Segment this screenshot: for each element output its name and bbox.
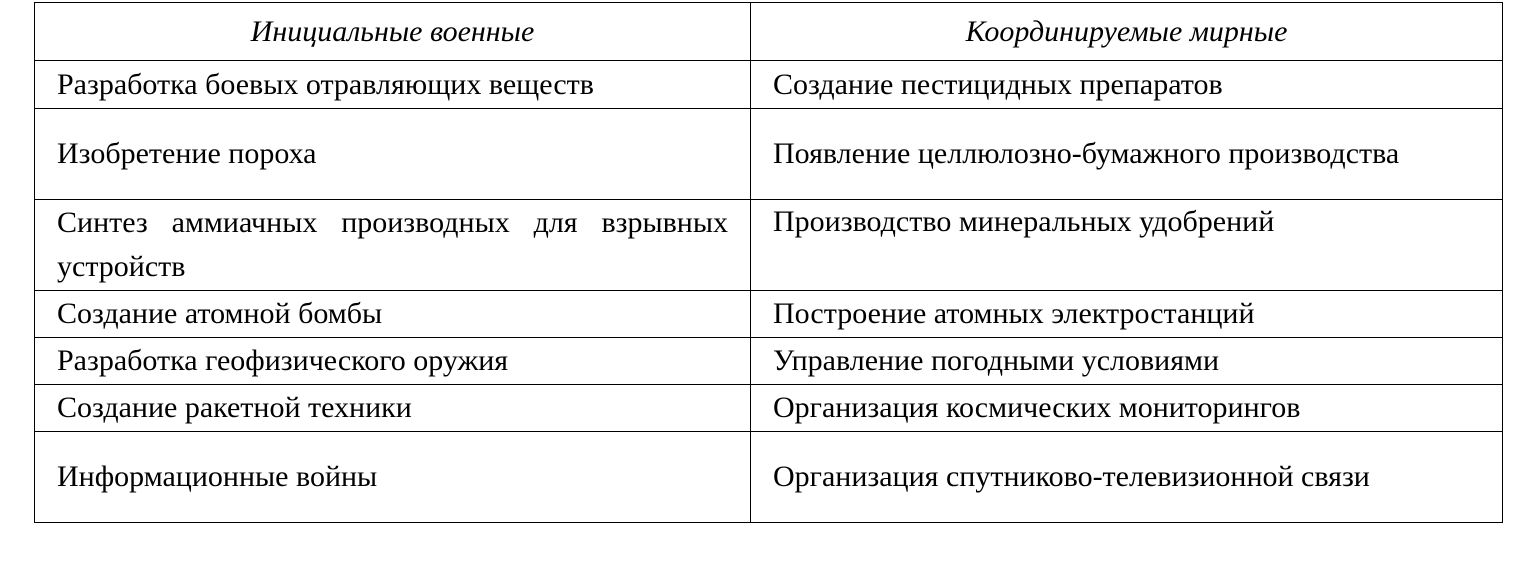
peaceful-cell: Построение атомных электростанций [751, 291, 1503, 338]
military-cell: Создание ракетной техники [35, 385, 751, 432]
table-row [35, 338, 1503, 385]
military-cell: Информационные войны [35, 432, 751, 523]
peaceful-cell: Управление погодными условиями [751, 338, 1503, 385]
military-cell: Разработка боевых отравляющих веществ [35, 61, 751, 109]
table-header-row [35, 3, 1503, 61]
table-row [35, 385, 1503, 432]
table-row [35, 200, 1503, 291]
military-cell: Изобретение пороха [35, 109, 751, 200]
military-cell: Разработка геофизического оружия [35, 338, 751, 385]
table-row [35, 291, 1503, 338]
peaceful-cell: Производство минеральных удобрений [751, 200, 1503, 291]
peaceful-cell: Организация спутниково-телевизионной связи [751, 432, 1503, 523]
military-cell: Синтез аммиачных производных для взрывных устройств [35, 200, 751, 291]
table-row [35, 432, 1503, 523]
military-cell: Создание атомной бомбы [35, 291, 751, 338]
table-row [35, 61, 1503, 109]
peaceful-cell: Создание пестицидных препаратов [751, 61, 1503, 109]
comparison-table [34, 2, 1503, 523]
column-header-peaceful: Координируемые мирные [751, 3, 1503, 61]
peaceful-cell: Появление целлюлозно-бумажного производства [751, 109, 1503, 200]
column-header-military: Инициальные военные [35, 3, 751, 61]
table-row [35, 109, 1503, 200]
peaceful-cell: Организация космических мониторингов [751, 385, 1503, 432]
